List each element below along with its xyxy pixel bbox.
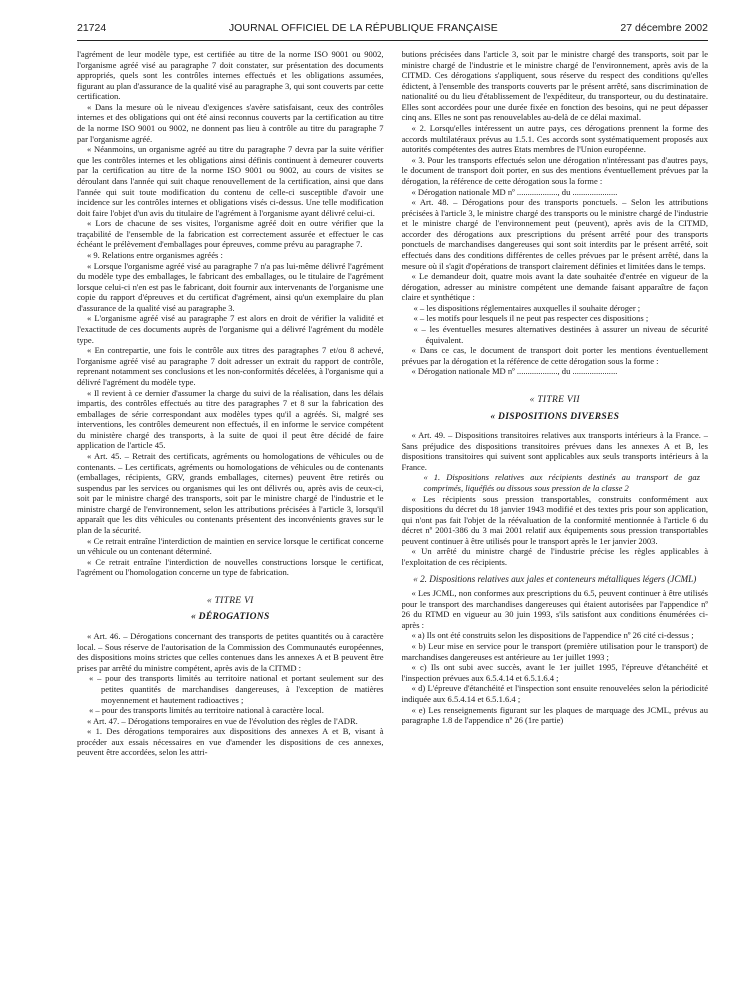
- publication-date: 27 décembre 2002: [620, 22, 708, 34]
- paragraph: « Dérogation nationale MD nº ..................., du .....................: [411, 366, 618, 377]
- paragraph: « Dans ce cas, le document de transport doit porter les mentions éventuellement prévues par la dérogation et la référence de cette dérogation sous la forme :: [401, 345, 708, 366]
- list-item: « – les motifs pour lesquels il ne peut pas respecter ces dispositions ;: [413, 313, 649, 324]
- paragraph: « Art. 47. – Dérogations temporaires en vue de l'évolution des règles de l'ADR.: [87, 715, 358, 726]
- paragraph: « Art. 45. – Retrait des certificats, agréments ou homologations de véhicules ou de contenants. – Les certificats, agréments ou homologations de véhicules ou de contenants (emballages, récipients, GRV, grands emballages, citernes) peuvent être retirés ou suspendus par les services ou organismes qui les ont délivrés ou, après avis de ceux-ci, soit par le ministre chargé des transports, soit par le ministre chargé de l'industrie et le ministre chargé de l'environnement, selon les attributions précisées à l'article 3, lorsqu'il apparaît que les dits véhicules ou contenants présentent des inconvénients graves sur le plan de la sécurité.: [77, 450, 384, 536]
- paragraph: « Dérogation nationale MD nº ..................., du .....................: [411, 186, 618, 197]
- section-heading: « DÉROGATIONS: [190, 612, 270, 623]
- list-item: « – les éventuelles mesures alternatives destinées à assurer un niveau de sécurité équivalent.: [413, 324, 708, 345]
- section-title: « TITRE VI: [206, 595, 254, 606]
- text-columns: [77, 49, 708, 980]
- paragraph-continued: l'agrément de leur modèle type, est certifiée au titre de la norme ISO 9001 ou 9002, l'organisme agréé visé au paragraphe 7 doit constater, sur présentation des documents appropriés, quels sont les contrôles internes effectués et les obligations assumées, figurant au plan d'assurance de la qualité visé au paragraphe 3, qui sont couverts par cette certification.: [77, 49, 384, 102]
- header-rule: [77, 40, 708, 41]
- paragraph: « 9. Relations entre organismes agréés :: [87, 249, 223, 260]
- section-title: « TITRE VII: [529, 394, 580, 405]
- paragraph: « b) Leur mise en service pour le transport (première utilisation pour le transport) de marchandises dangereuses est antérieure au 1er juillet 1993 ;: [401, 641, 708, 662]
- paragraph: « Lors de chacune de ses visites, l'organisme agréé doit en outre vérifier que la traçabilité de l'ensemble de la fabrication est correctement assurée et effectuer le cas échéant le prélèvement d'emballages pour épreuves, comme prévu au paragraphe 7.: [77, 218, 384, 250]
- paragraph: « Ce retrait entraîne l'interdiction de maintien en service lorsque le certificat concerne un véhicule ou un contenant déterminé.: [77, 535, 384, 557]
- paragraph: « Les JCML, non conformes aux prescriptions du 6.5, peuvent continuer à être utilisés pour le transport des marchandises dangereuses qui étaient autorisées par l'appendice nº 26 du RTMD en vigueur au 30 juin 1993, s'ils satisfont aux conditions énumérées ci-après :: [401, 588, 708, 630]
- paragraph: « 3. Pour les transports effectués selon une dérogation n'intéressant pas d'autres pays, le document de transport doit porter, en sus des mentions éventuellement prévues par la dérogation, la référence de cette dérogation sous la forme :: [401, 154, 708, 186]
- paragraph: « Le demandeur doit, quatre mois avant la date souhaitée d'entrée en vigueur de la dérogation, adresser au ministre compétent une demande faisant apparaître de façon claire et synthétique :: [401, 271, 708, 303]
- subsection-heading: « 2. Dispositions relatives aux jales et conteneurs métalliques légers (JCML): [413, 573, 697, 584]
- paragraph: « a) Ils ont été construits selon les dispositions de l'appendice nº 26 cité ci-dessus ;: [411, 630, 694, 641]
- paragraph: « Néanmoins, un organisme agréé au titre du paragraphe 7 devra par la suite vérifier que les contrôles internes et les obligations ainsi définis continuent à demeurer couverts par la certification au titre de la norme ISO 9001 ou 9002, au cours de visites se déroulant dans l'année qui suit chaque renouvellement de la certification, ainsi que dans l'année qui suit toute modification du contenu de celle-ci susceptible d'avoir une incidence sur les contrôles internes et obligations visés ci-dessus. Une telle modification doit faire l'objet d'un avis du titulaire de l'agrément à l'organisme ayant délivré celui-ci.: [77, 144, 384, 218]
- paragraph: « Un arrêté du ministre chargé de l'industrie précise les règles applicables à l'exploitation de ces récipients.: [401, 546, 708, 568]
- paragraph: « Il revient à ce dernier d'assumer la charge du suivi de la réalisation, dans les délais impartis, des contrôles effectués au titre des paragraphes 7 et 8 sur la fabrication des emballages de série correspondant aux modèles types qu'il a agréés. Si, malgré ses interventions, les contrôles demeurent non effectués, il en informe le service compétent du ministère chargé des transports, à la suite de quoi il peut être décidé de faire application de l'article 45.: [77, 387, 384, 451]
- left-column: [77, 49, 384, 980]
- paragraph: « Art. 49. – Dispositions transitoires relatives aux transports intérieurs à la France. – Sans préjudice des dispositions transitoires prévues dans les annexes A et B, les dispositions transitoires qui suivent sont applicables aux seuls transports intérieurs à la France.: [401, 430, 708, 472]
- right-column: [402, 49, 709, 980]
- subsection-heading: « 1. Dispositions relatives aux récipients destinés au transport de gaz comprimés, liquéfiés ou dissous sous pression de la classe 2: [423, 472, 700, 493]
- paragraph: « Les récipients sous pression transportables, construits conformément aux dispositions du décret du 18 janvier 1943 modifié et des textes pris pour son application, qui n'ont pas fait l'objet de la réévaluation de la conformité mentionnée à l'article 6 du décret nº 2001-386 du 3 mai 2001 relatif aux équipements sous pression transportables peuvent continuer à être utilisés pour le transport après le 1er janvier 2003.: [401, 493, 708, 546]
- paragraph: « Dans la mesure où le niveau d'exigences s'avère satisfaisant, ceux des contrôles internes et des obligations qui ont été ainsi reconnus couverts par la certification au titre de la norme ISO 9001 ou 9002, ne donnent pas lieu à contrôle au titre du paragraphe 7 par l'organisme agréé.: [77, 101, 384, 144]
- paragraph-continued: butions précisées dans l'article 3, soit par le ministre chargé des transports, soit par le ministre chargé de l'industrie et le ministre chargé de l'environnement, après avis de la CITMD. Ces dérogations s'appliquent, sous réserve du respect des conditions qu'elles édictent, à l'ensemble des transports couverts par le présent arrêté, sans discrimination de nationalité ou du lieu d'établissement de l'expéditeur, du transporteur, ou du destinataire. Elles sont accordées pour une durée fixée en fonction des besoins, qui ne peut dépasser cinq ans. Elles ne sont pas renouvelables au-delà de ce délai maximal.: [401, 49, 708, 123]
- paragraph: « d) L'épreuve d'étanchéité et l'inspection sont ensuite renouvelées selon la périodicité indiquée aux 6.5.4.14 et 6.5.1.6.4 ;: [401, 683, 708, 704]
- paragraph: « 2. Lorsqu'elles intéressent un autre pays, ces dérogations prennent la forme des accords multilatéraux prévus au 1.5.1. Ces accords sont systématiquement proposés aux autorités compétentes des autres Etats membres de l'Union européenne.: [401, 123, 708, 155]
- paragraph: « Lorsque l'organisme agréé visé au paragraphe 7 n'a pas lui-même délivré l'agrément du modèle type des emballages, le fabricant des emballages, ou le titulaire de l'agrément lorsque celui-ci n'en est pas le fabricant, doit fournir aux intervenants de l'organisme une copie du rapport d'épreuves et du certificat d'agrément, ainsi qu'un exemplaire du plan d'assurance de la qualité visé au paragraphe 3.: [77, 260, 384, 313]
- paragraph: « En contrepartie, une fois le contrôle aux titres des paragraphes 7 et/ou 8 achevé, l'organisme agréé visé au paragraphe 7 doit adresser un extrait du rapport de contrôle, reprenant notamment ses conclusions et les non-conformités décelées, à l'organisme qui a délivré l'agrément du modèle type.: [77, 345, 384, 387]
- paragraph: « c) Ils ont subi avec succès, avant le 1er juillet 1995, l'épreuve d'étanchéité et l'inspection prévues aux 6.5.4.14 et 6.5.1.6.4 ;: [401, 662, 708, 683]
- section-heading: « DISPOSITIONS DIVERSES: [490, 411, 620, 422]
- list-item: « – pour des transports limités au territoire national à caractère local.: [89, 705, 324, 716]
- paragraph: « Ce retrait entraîne l'interdiction de nouvelles constructions lorsque le certificat, l'agrément ou l'homologation concerne un type de fabrication.: [77, 556, 384, 578]
- paragraph: « 1. Des dérogations temporaires aux dispositions des annexes A et B, visant à procéder aux essais nécessaires en vue d'amender les dispositions de ces annexes, peuvent être accordées, selon les attri-: [77, 726, 384, 758]
- list-item: « – pour des transports limités au territoire national et portant seulement sur des petites quantités de marchandises dangereuses, à l'exception de matières moyennement et hautement radioactives ;: [89, 673, 384, 705]
- journal-title: JOURNAL OFFICIEL DE LA RÉPUBLIQUE FRANÇAISE: [228, 22, 498, 34]
- page-header: [77, 20, 708, 36]
- paragraph: « Art. 48. – Dérogations pour des transports ponctuels. – Selon les attributions précisées à l'article 3, le ministre chargé des transports ou le ministre chargé de l'industrie et le ministre chargé de l'environnement peut (peuvent), après avis de la CITMD, accorder des dérogations aux prescriptions du présent arrêté pour des transports ponctuels de marchandises dangereuses qui sont soit interdits par le présent arrêté, soit effectués dans des conditions différentes de celles prévues par le présent arrêté, dans la mesure où il s'agit d'opérations de transport clairement définies et limitées dans le temps.: [401, 197, 708, 271]
- paragraph: « Art. 46. – Dérogations concernant des transports de petites quantités ou à caractère local. – Sous réserve de l'autorisation de la Commission des Communautés européennes, des dispositions moins strictes que celles contenues dans les annexes A et B peuvent être prises par arrêté du ministre compétent, après avis de la CITMD :: [77, 631, 384, 673]
- paragraph: « L'organisme agréé visé au paragraphe 7 est alors en droit de vérifier la validité et l'exactitude de ces documents auprès de l'organisme qui a délivré l'agrément du modèle type.: [77, 313, 384, 345]
- paragraph: « e) Les renseignements figurant sur les plaques de marquage des JCML, prévus au paragraphe 1.8 de l'appendice nº 26 (1re partie): [401, 704, 708, 726]
- page-number: 21724: [77, 22, 107, 34]
- list-item: « – les dispositions réglementaires auxquelles il souhaite déroger ;: [413, 302, 641, 313]
